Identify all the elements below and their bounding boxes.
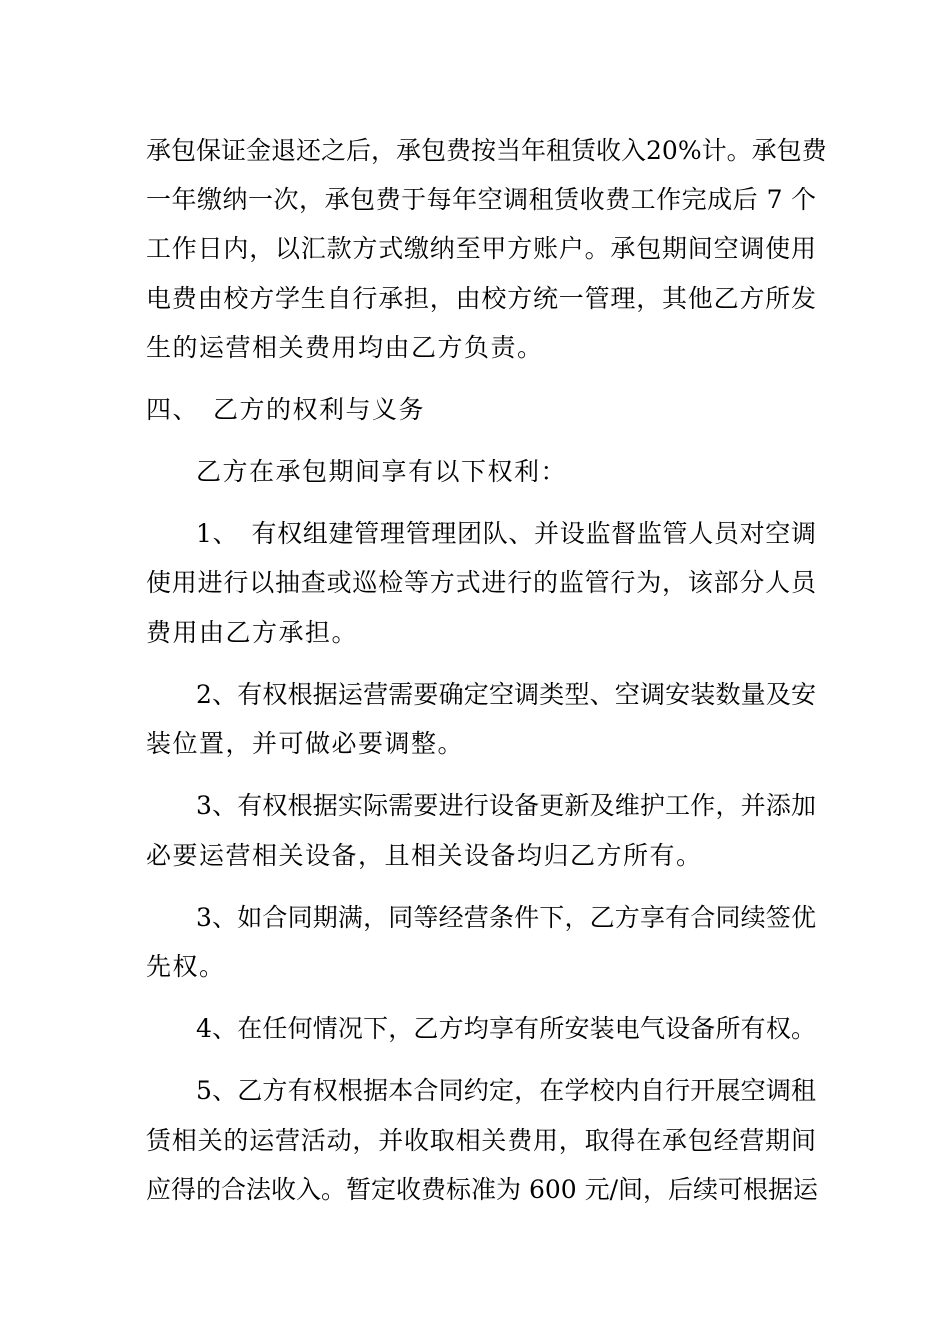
list-item-line: 3、有权根据实际需要进行设备更新及维护工作，并添加 <box>196 791 816 820</box>
section-heading: 四、 乙方的权利与义务 <box>146 395 426 424</box>
list-item-line: 先权。 <box>146 952 226 981</box>
list-item-line: 必要运营相关设备，且相关设备均归乙方所有。 <box>146 841 703 870</box>
paragraph-line: 承包保证金退还之后，承包费按当年租赁收入20%计。承包费 <box>146 136 827 165</box>
list-item-line: 使用进行以抽查或巡检等方式进行的监管行为，该部分人员 <box>146 568 816 597</box>
paragraph-line: 工作日内，以汇款方式缴纳至甲方账户。承包期间空调使用 <box>146 234 816 263</box>
list-item-line: 应得的合法收入。暂定收费标准为 600 元/间，后续可根据运 <box>146 1175 819 1204</box>
list-item-line: 5、乙方有权根据本合同约定，在学校内自行开展空调租 <box>196 1076 816 1105</box>
list-item-line: 4、在任何情况下，乙方均享有所安装电气设备所有权。 <box>196 1014 816 1043</box>
paragraph-line: 乙方在承包期间享有以下权利： <box>196 457 568 486</box>
list-item-line: 费用由乙方承担。 <box>146 618 359 647</box>
list-item-line: 装位置，并可做必要调整。 <box>146 729 465 758</box>
paragraph-line: 生的运营相关费用均由乙方负责。 <box>146 333 544 362</box>
paragraph-line: 电费由校方学生自行承担，由校方统一管理，其他乙方所发 <box>146 284 816 313</box>
list-item-line: 1、 有权组建管理管理团队、并设监督监管人员对空调 <box>196 519 816 548</box>
list-item-line: 2、有权根据运营需要确定空调类型、空调安装数量及安 <box>196 680 816 709</box>
paragraph-line: 一年缴纳一次，承包费于每年空调租赁收费工作完成后 7 个 <box>146 185 816 214</box>
list-item-line: 赁相关的运营活动，并收取相关费用，取得在承包经营期间 <box>146 1126 816 1155</box>
list-item-line: 3、如合同期满，同等经营条件下，乙方享有合同续签优 <box>196 903 816 932</box>
